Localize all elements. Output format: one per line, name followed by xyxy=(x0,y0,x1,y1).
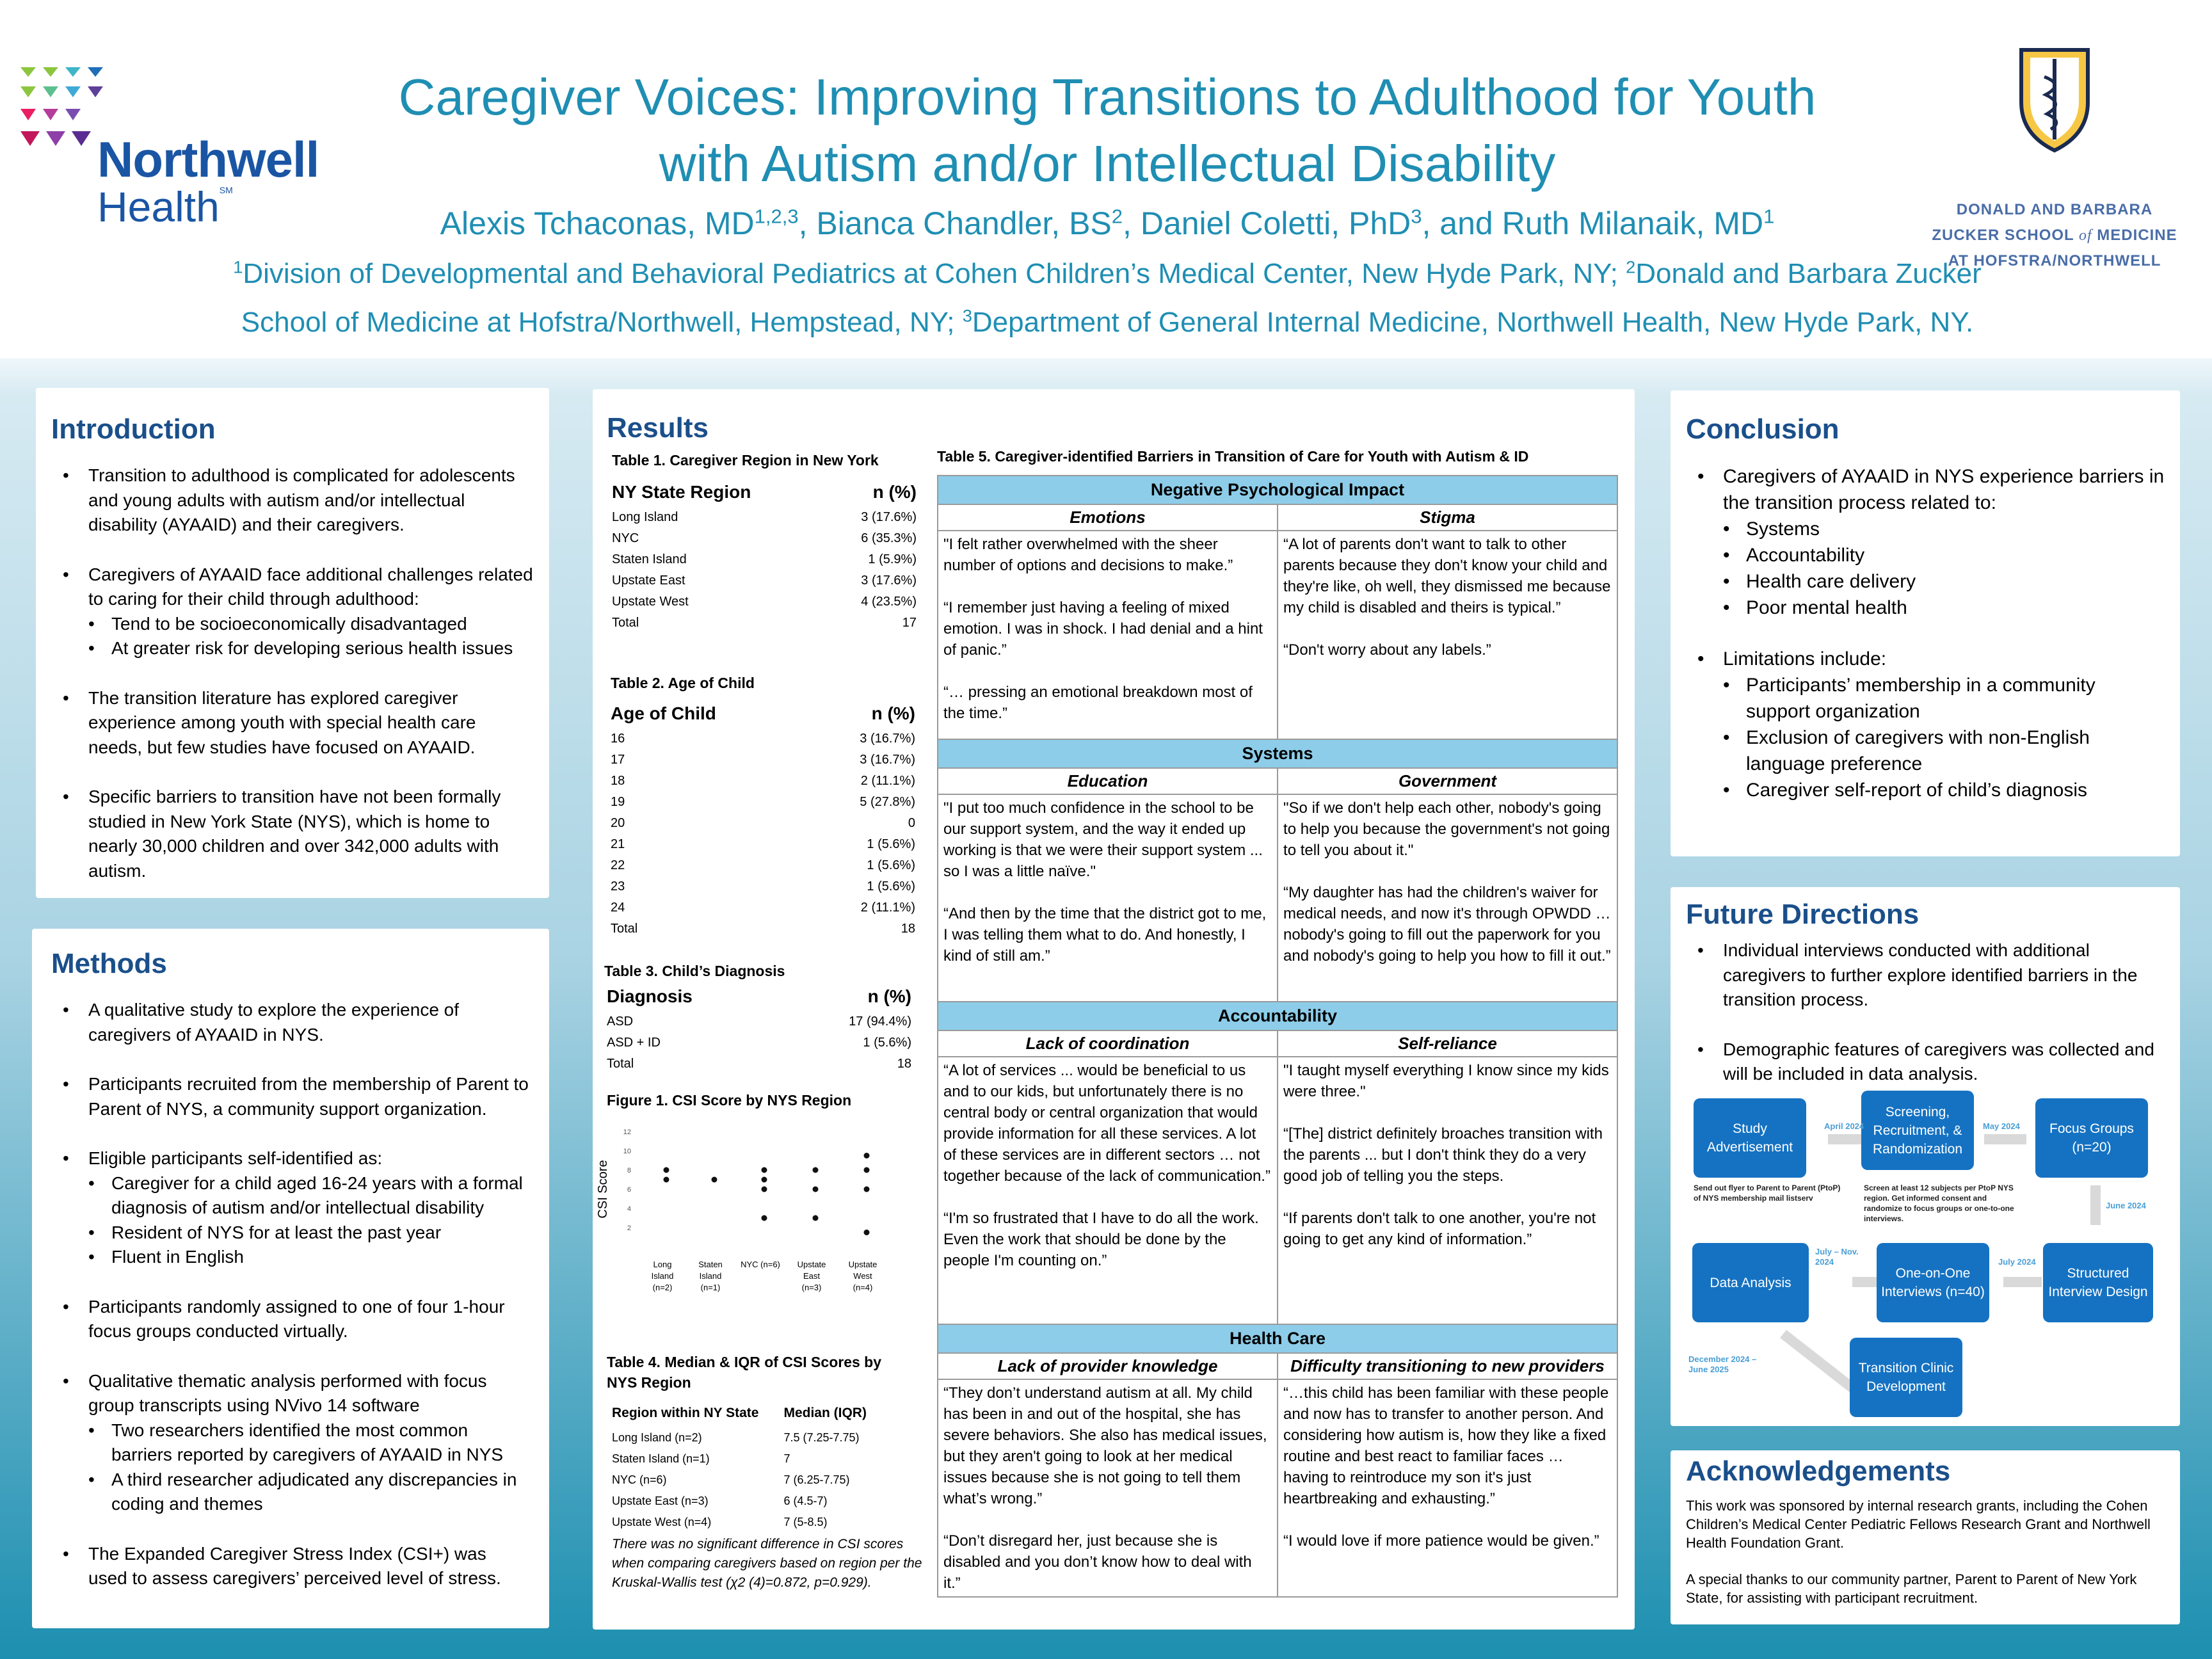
table-cell xyxy=(1278,1379,1617,1597)
table2-title: Table 2. Age of Child xyxy=(611,675,755,691)
figure1-title: Figure 1. CSI Score by NYS Region xyxy=(607,1092,852,1109)
table5-title: Table 5. Caregiver-identified Barriers in Transition of Care for Youth with Autism & ID xyxy=(937,448,1529,465)
list-item-text: A qualitative study to explore the experience of caregivers of AYAAID in NYS. xyxy=(88,1000,460,1045)
logo-word-northwell: Northwell xyxy=(97,131,319,188)
table-row xyxy=(611,834,915,855)
y-tick-label: 2 xyxy=(627,1224,631,1232)
list-item-text: Caregivers of AYAAID in NYS experience barriers in the transition process related to: xyxy=(1723,466,2165,513)
table-cell: 7 xyxy=(783,1452,790,1465)
list-item-text: Transition to adulthood is complicated for adolescents and young adults with autism and/or intellectual disability (AYAAID) and their caregivers. xyxy=(88,465,515,534)
acknowledgements-text: This work was sponsored by internal research grants, including the Cohen Children’s Medical Center Pediatric Fellows Research Grant and Northwell Health Foundation Grant. xyxy=(1686,1498,2151,1551)
table5-subheader: Government xyxy=(1278,768,1617,794)
sub-list-item: • Two researchers identified the most common barriers reported by caregivers of AYAAID in NYS xyxy=(88,1418,530,1468)
table-cell xyxy=(938,1379,1278,1597)
table-cell: 5 (27.8%) xyxy=(860,795,915,809)
school-name-line-2 xyxy=(1914,223,2195,248)
table-cell: Upstate West xyxy=(612,595,689,609)
table-cell: 1 (5.6%) xyxy=(863,1036,911,1050)
author-separator: , xyxy=(1123,205,1141,241)
flow-arrow xyxy=(1984,1134,2026,1144)
quote: “If parents don't talk to one another, you're not going to get any kind of information.” xyxy=(1283,1210,1596,1248)
table-cell: 17 xyxy=(611,753,625,767)
sub-list-item: • Poor mental health xyxy=(1723,595,2165,621)
sub-list-item: • Fluent in English xyxy=(88,1245,530,1270)
quote: “A lot of services ... would be beneficial to us and to our kids, but unfortunately there is no central body or central organization that would provide information for all these services. A lot of these services are in different sectors … not together because of the lack of communication.” xyxy=(943,1062,1270,1185)
table-cell: 2 (11.1%) xyxy=(860,774,915,788)
list-item-text: Participants randomly assigned to one of four 1-hour focus groups conducted virtually. xyxy=(88,1296,505,1341)
future-directions-heading: Future Directions xyxy=(1686,899,1919,930)
table2-header: Age of Child xyxy=(611,703,716,723)
table-row xyxy=(612,1427,881,1448)
list-item xyxy=(51,563,534,661)
x-tick-label: (n=4) xyxy=(853,1283,873,1292)
table-cell: 7 (5-8.5) xyxy=(783,1516,828,1528)
results-heading: Results xyxy=(607,412,709,444)
x-tick-label: Upstate xyxy=(797,1260,826,1269)
table-cell: 7 (6.25-7.75) xyxy=(783,1473,850,1486)
introduction-heading: Introduction xyxy=(51,413,216,445)
flow-step-interviews: One-on-One Interviews (n=40) xyxy=(1877,1243,1989,1322)
table-row xyxy=(612,1491,881,1512)
flow-step-study-advertisement: Study Advertisement xyxy=(1694,1098,1806,1178)
table-cell: 1 (5.9%) xyxy=(868,552,917,566)
csi-score-chart xyxy=(593,1119,926,1292)
list-item xyxy=(51,686,534,760)
table-cell: 6 (4.5-7) xyxy=(783,1495,828,1507)
flow-label: July 2024 xyxy=(1998,1257,2036,1267)
data-point xyxy=(762,1177,767,1183)
data-point xyxy=(864,1187,870,1192)
flow-label: July – Nov. 2024 xyxy=(1815,1247,1859,1267)
table-cell: ASD + ID xyxy=(607,1036,661,1050)
table-cell: 0 xyxy=(908,816,915,830)
table1-header: n (%) xyxy=(872,482,917,502)
sub-list-item: • Participants’ membership in a community support organization xyxy=(1723,672,2165,725)
list-item-text: The transition literature has explored caregiver experience among youth with special health care needs, but few studies have focused on AYAAID. xyxy=(88,687,476,757)
table5 xyxy=(937,475,1618,1598)
table-row xyxy=(611,813,915,834)
table3 xyxy=(607,982,911,1075)
author-affil-mark: 2 xyxy=(1111,205,1123,228)
table5-subheader: Self-reliance xyxy=(1278,1030,1617,1057)
school-of: of xyxy=(2078,227,2092,244)
y-tick-label: 10 xyxy=(623,1148,631,1155)
sub-list-item: • Accountability xyxy=(1723,542,2165,568)
author-name: Daniel Coletti, PhD xyxy=(1140,205,1411,241)
conclusion-panel xyxy=(1671,390,2180,856)
affil-text: Donald and Barbara Zucker School of Medicine at Hofstra/Northwell, Hempstead, NY; xyxy=(241,258,1982,338)
flow-step-focus-groups: Focus Groups (n=20) xyxy=(2035,1098,2148,1178)
list-item-text: Eligible participants self-identified as: xyxy=(88,1148,383,1168)
sub-list-item: • Health care delivery xyxy=(1723,568,2165,595)
table-row xyxy=(612,549,917,570)
author-affil-mark: 1 xyxy=(1763,205,1775,228)
table4-note: There was no significant difference in CSI scores when comparing caregivers based on region per the Kruskal-Wallis test (χ2 (4)=0.872, p=0.929). xyxy=(612,1537,922,1590)
author-separator: , xyxy=(798,205,817,241)
table-cell: Staten Island (n=1) xyxy=(612,1452,710,1465)
table-row xyxy=(612,1470,881,1491)
list-item-text: The Expanded Caregiver Stress Index (CSI+) was used to assess caregivers’ perceived level of stress. xyxy=(88,1543,501,1588)
title-line-2: with Autism and/or Intellectual Disability xyxy=(659,135,1556,192)
table5-subheader: Education xyxy=(938,768,1278,794)
quote: “They don’t understand autism at all. My child has been in and out of the hospital, she has severe behaviors. She also has medical issues, but they aren't going to look at her medical issues because she is not going to tell them what’s wrong.” xyxy=(943,1384,1267,1507)
table4 xyxy=(612,1399,881,1533)
quote: “And then by the time that the district got to me, I was telling them what to do. And honestly, I kind of still am.” xyxy=(943,905,1267,965)
quote: "So if we don't help each other, nobody's going to help you because the government's not going to tell you about it." xyxy=(1283,799,1610,859)
quote: “Don't worry about any labels.” xyxy=(1283,641,1491,659)
sub-list-item: • Caregiver for a child aged 16-24 years with a formal diagnosis of autism and/or intellectual disability xyxy=(88,1171,530,1221)
table-cell: 22 xyxy=(611,858,625,872)
quote: “A lot of parents don't want to talk to other parents because they don't know your child and they're like, oh well, they dismissed me because my child is disabled and theirs is typical.” xyxy=(1283,536,1611,616)
flow-label: June 2024 xyxy=(2106,1201,2146,1210)
poster-header xyxy=(0,0,2212,358)
affil-mark: 1 xyxy=(233,257,243,277)
table-cell: 20 xyxy=(611,816,625,830)
northwell-logo xyxy=(8,51,325,237)
title-line-1: Caregiver Voices: Improving Transitions to Adulthood for Youth xyxy=(398,68,1816,125)
table-cell: 23 xyxy=(611,879,625,894)
author-name: Ruth Milanaik, MD xyxy=(1502,205,1764,241)
table-row xyxy=(612,1512,881,1533)
poster-title xyxy=(333,64,1882,197)
table-row xyxy=(611,876,915,897)
table-row xyxy=(611,792,915,813)
acknowledgements-text: A special thanks to our community partner, Parent to Parent of New York State, for assisting with participant recruitment. xyxy=(1686,1571,2137,1606)
table-cell: 17 (94.4%) xyxy=(849,1014,911,1029)
list-item-text: Individual interviews conducted with additional caregivers to further explore identified barriers in the transition process. xyxy=(1723,940,2138,1009)
x-tick-label: Island xyxy=(651,1271,674,1281)
table-cell xyxy=(1278,1057,1617,1324)
sub-list-item: • A third researcher adjudicated any discrepancies in coding and themes xyxy=(88,1468,530,1517)
x-tick-label: Upstate xyxy=(848,1260,878,1269)
table-row xyxy=(611,918,915,940)
data-point xyxy=(813,1215,819,1221)
list-item xyxy=(51,998,530,1047)
table5-section-header: Negative Psychological Impact xyxy=(938,476,1617,504)
author-list xyxy=(333,205,1882,242)
table5-subheader: Lack of provider knowledge xyxy=(938,1353,1278,1379)
data-point xyxy=(712,1177,717,1183)
table-cell: 16 xyxy=(611,732,625,746)
table5-section-header: Systems xyxy=(938,739,1617,768)
list-item xyxy=(51,1295,530,1344)
list-item-text: Qualitative thematic analysis performed with focus group transcripts using NVivo 14 software xyxy=(88,1370,487,1415)
table-cell: Upstate East (n=3) xyxy=(612,1495,709,1507)
flow-step-data-analysis: Data Analysis xyxy=(1692,1243,1809,1322)
table-cell: 4 (23.5%) xyxy=(861,595,917,609)
logo-word-health: Health xyxy=(97,183,220,230)
table-cell: 1 (5.6%) xyxy=(867,879,915,894)
table-cell: 24 xyxy=(611,901,625,915)
x-tick-label: (n=1) xyxy=(700,1283,721,1292)
table-row xyxy=(611,897,915,918)
table-cell: 18 xyxy=(897,1057,911,1071)
y-tick-label: 8 xyxy=(627,1167,631,1174)
table1 xyxy=(612,477,917,634)
sub-list-item: • Systems xyxy=(1723,516,2165,542)
list-item xyxy=(51,1146,530,1270)
table5-subheader: Lack of coordination xyxy=(938,1030,1278,1057)
author-affil-mark: 3 xyxy=(1411,205,1422,228)
table4-title: Table 4. Median & IQR of CSI Scores by NYS Region xyxy=(607,1354,882,1391)
table-cell: 17 xyxy=(902,616,917,630)
affil-mark: 2 xyxy=(1626,257,1636,277)
quote: "I put too much confidence in the school to be our support system, and the way it ended up working is that we were their support system ... so I was a little naïve." xyxy=(943,799,1263,880)
table4-header: Region within NY State xyxy=(612,1406,759,1420)
table-row xyxy=(611,728,915,749)
table-row xyxy=(938,1057,1617,1324)
sub-list-item: • At greater risk for developing serious health issues xyxy=(88,636,534,661)
flow-label: December 2024 – June 2025 xyxy=(1688,1354,1757,1374)
table-cell: 7.5 (7.25-7.75) xyxy=(783,1431,860,1444)
table-row xyxy=(612,507,917,528)
table-row xyxy=(611,749,915,771)
table-cell: 2 (11.1%) xyxy=(860,901,915,915)
affiliations xyxy=(211,250,2003,347)
methods-heading: Methods xyxy=(51,948,167,979)
flow-note: Send out flyer to Parent to Parent (PtoP) of NYS membership mail listserv xyxy=(1694,1183,1841,1203)
table-row xyxy=(611,771,915,792)
table-cell xyxy=(1278,531,1617,739)
data-point xyxy=(864,1167,870,1173)
table-cell: 3 (17.6%) xyxy=(861,573,917,588)
data-point xyxy=(664,1167,669,1173)
quote: “Don’t disregard her, just because she is disabled and you don’t know how to deal with it.” xyxy=(943,1532,1252,1592)
table-cell: Upstate East xyxy=(612,573,685,588)
author-affil-mark: 1,2,3 xyxy=(754,205,799,228)
table-cell: 18 xyxy=(901,922,915,936)
table1-title: Table 1. Caregiver Region in New York xyxy=(612,452,879,469)
table-cell: Staten Island xyxy=(612,552,687,566)
list-item-text: Limitations include: xyxy=(1723,648,1887,669)
flow-arrow xyxy=(2003,1277,2042,1287)
data-point xyxy=(664,1177,669,1183)
quote: "I taught myself everything I know since my kids were three." xyxy=(1283,1062,1609,1100)
school-name-line-1: DONALD AND BARBARA xyxy=(1956,201,2153,218)
sub-list-item: • Caregiver self-report of child’s diagnosis xyxy=(1723,777,2165,803)
table3-header: n (%) xyxy=(867,986,911,1006)
conclusion-heading: Conclusion xyxy=(1686,413,1839,445)
sub-list-item: • Tend to be socioeconomically disadvantaged xyxy=(88,612,534,637)
x-tick-label: West xyxy=(853,1271,872,1281)
flow-arrow xyxy=(2090,1185,2101,1225)
table-row xyxy=(938,794,1617,1002)
table-row xyxy=(611,855,915,876)
affil-text: Department of General Internal Medicine, Northwell Health, New Hyde Park, NY. xyxy=(972,307,1974,338)
table-cell xyxy=(938,531,1278,739)
list-item-text: Specific barriers to transition have not been formally studied in New York State (NYS), which is home to nearly 30,000 children and over 342,000 adults with autism. xyxy=(88,787,501,881)
table-cell: 1 (5.6%) xyxy=(867,858,915,872)
data-point xyxy=(864,1153,870,1158)
table-row xyxy=(612,570,917,591)
conclusion-list xyxy=(1686,463,2165,803)
author-separator: , and xyxy=(1422,205,1502,241)
data-point xyxy=(813,1187,819,1192)
methods-list xyxy=(51,998,530,1591)
table-cell: ASD xyxy=(607,1014,634,1029)
table-cell: Long Island xyxy=(612,510,678,524)
table-cell: Total xyxy=(612,616,639,630)
flow-label: May 2024 xyxy=(1983,1121,2020,1131)
table-cell: 18 xyxy=(611,774,625,788)
table-cell: 6 (35.3%) xyxy=(861,531,917,545)
list-item-text: Demographic features of caregivers was collected and will be included in data analysis. xyxy=(1723,1039,2154,1084)
table1-header: NY State Region xyxy=(612,482,751,502)
table4-header: Median (IQR) xyxy=(783,1406,867,1420)
table-cell: 3 (17.6%) xyxy=(861,510,917,524)
table-row xyxy=(612,1448,881,1470)
table-cell: Total xyxy=(607,1057,634,1071)
affil-text: Division of Developmental and Behavioral Pediatrics at Cohen Children’s Medical Center, New Hyde Park, NY; xyxy=(243,258,1626,289)
table-row xyxy=(607,1032,911,1054)
shield-caduceus-icon xyxy=(2016,45,2093,154)
table-cell: NYC (n=6) xyxy=(612,1473,667,1486)
table-row xyxy=(938,1379,1617,1597)
list-item-text: Caregivers of AYAAID face additional challenges related to caring for their child through adulthood: xyxy=(88,564,533,609)
x-tick-label: (n=3) xyxy=(801,1283,822,1292)
list-item xyxy=(1686,646,2165,803)
table-row xyxy=(607,1054,911,1075)
flow-step-interview-design: Structured Interview Design xyxy=(2043,1243,2153,1322)
table-cell: Long Island (n=2) xyxy=(612,1431,702,1444)
quote: “… pressing an emotional breakdown most of the time.” xyxy=(943,684,1253,722)
table-cell: Total xyxy=(611,922,638,936)
y-axis-label: CSI Score xyxy=(596,1160,610,1219)
author-name: Alexis Tchaconas, MD xyxy=(440,205,755,241)
quote: “…this child has been familiar with these people and now has to transfer to another person. And considering how autism is, how they like a fixed routine and best react to familiar faces … having to reintroduce my son it's just heartbreaking and exhausting.” xyxy=(1283,1384,1609,1507)
x-tick-label: (n=2) xyxy=(652,1283,673,1292)
x-tick-label: Long xyxy=(653,1260,672,1269)
author-name: Bianca Chandler, BS xyxy=(816,205,1112,241)
table-cell: 3 (16.7%) xyxy=(860,753,915,767)
table-cell xyxy=(938,1057,1278,1324)
table-row xyxy=(612,591,917,613)
table-cell: Upstate West (n=4) xyxy=(612,1516,712,1528)
table-cell: 21 xyxy=(611,837,625,851)
sub-list-item: • Resident of NYS for at least the past year xyxy=(88,1221,530,1246)
methods-panel xyxy=(32,929,549,1628)
future-directions-panel xyxy=(1671,887,2180,1426)
table-cell xyxy=(1278,794,1617,1002)
table-cell xyxy=(938,794,1278,1002)
data-point xyxy=(813,1167,819,1173)
introduction-list xyxy=(51,463,534,883)
quote: “[The] district definitely broaches transition with the parents ... but I don't think they do a very good job of telling you the steps. xyxy=(1283,1125,1603,1185)
table5-subheader: Stigma xyxy=(1278,504,1617,531)
y-tick-label: 6 xyxy=(627,1186,631,1194)
list-item-text: Participants recruited from the membership of Parent to Parent of NYS, a community support organization. xyxy=(88,1074,529,1119)
data-point xyxy=(762,1187,767,1192)
table-cell: 3 (16.7%) xyxy=(860,732,915,746)
x-tick-label: Staten xyxy=(698,1260,723,1269)
timeline-flowchart xyxy=(1671,887,2180,1426)
introduction-panel xyxy=(36,388,549,898)
school-name-line-3: AT HOFSTRA/NORTHWELL xyxy=(1948,252,2161,269)
table-row xyxy=(607,1011,911,1032)
y-tick-label: 12 xyxy=(623,1128,631,1136)
list-item xyxy=(51,785,534,883)
flow-note: Screen at least 12 subjects per PtoP NYS region. Get informed consent and randomize to focus groups or one-to-one interviews. xyxy=(1864,1183,2014,1223)
list-item xyxy=(51,1369,530,1517)
data-point xyxy=(864,1230,870,1235)
data-point xyxy=(762,1215,767,1221)
list-item xyxy=(51,463,534,538)
table3-header: Diagnosis xyxy=(607,986,693,1006)
list-item xyxy=(51,1542,530,1591)
list-item xyxy=(51,1072,530,1121)
quote: “I remember just having a feeling of mixed emotion. I was in shock. I had denial and a hint of panic.” xyxy=(943,599,1263,659)
table-row xyxy=(938,531,1617,739)
table-row xyxy=(612,528,917,549)
x-tick-label: East xyxy=(803,1271,821,1281)
flow-step-transition-clinic: Transition Clinic Development xyxy=(1850,1338,1962,1417)
flow-arrow xyxy=(1780,1330,1860,1395)
table5-subheader: Emotions xyxy=(938,504,1278,531)
data-point xyxy=(762,1167,767,1173)
table5-subheader: Difficulty transitioning to new providers xyxy=(1278,1353,1617,1379)
quote: "I felt rather overwhelmed with the sheer number of options and decisions to make.” xyxy=(943,536,1233,574)
table-cell: 19 xyxy=(611,795,625,809)
table-cell: 1 (5.6%) xyxy=(867,837,915,851)
affil-mark: 3 xyxy=(962,305,972,326)
logo-service-mark: SM xyxy=(219,185,233,195)
flow-label: April 2024 xyxy=(1824,1121,1864,1131)
x-tick-label: Island xyxy=(699,1271,722,1281)
sub-list-item: • Exclusion of caregivers with non-English language preference xyxy=(1723,725,2165,777)
table3-title: Table 3. Child’s Diagnosis xyxy=(604,963,785,979)
flow-step-screening: Screening, Recruitment, & Randomization xyxy=(1861,1091,1974,1170)
table2 xyxy=(611,699,915,940)
acknowledgements-heading: Acknowledgements xyxy=(1686,1455,1951,1487)
table-cell: NYC xyxy=(612,531,639,545)
y-tick-label: 4 xyxy=(627,1205,631,1213)
table5-section-header: Health Care xyxy=(938,1324,1617,1353)
table5-section-header: Accountability xyxy=(938,1002,1617,1030)
quote: “My daughter has had the children's waiver for medical needs, and now it's through OPWDD … nobody's going to fill out the paperwork for you and nobody's going to help you how to fill it out.” xyxy=(1283,884,1611,965)
acknowledgements-panel xyxy=(1671,1450,2180,1624)
table2-header: n (%) xyxy=(871,703,915,723)
quote: “I would love if more patience would be given.” xyxy=(1283,1532,1599,1550)
results-panel xyxy=(593,389,1635,1630)
school-medicine: MEDICINE xyxy=(2092,227,2177,244)
list-item xyxy=(1686,463,2165,621)
x-tick-label: NYC (n=6) xyxy=(741,1260,780,1269)
school-zucker: ZUCKER SCHOOL xyxy=(1932,227,2079,244)
table-row xyxy=(612,613,917,634)
zucker-school-logo xyxy=(1914,45,2195,269)
quote: “I'm so frustrated that I have to do all the work. Even the work that should be done by the people I'm counting on.” xyxy=(943,1210,1259,1269)
